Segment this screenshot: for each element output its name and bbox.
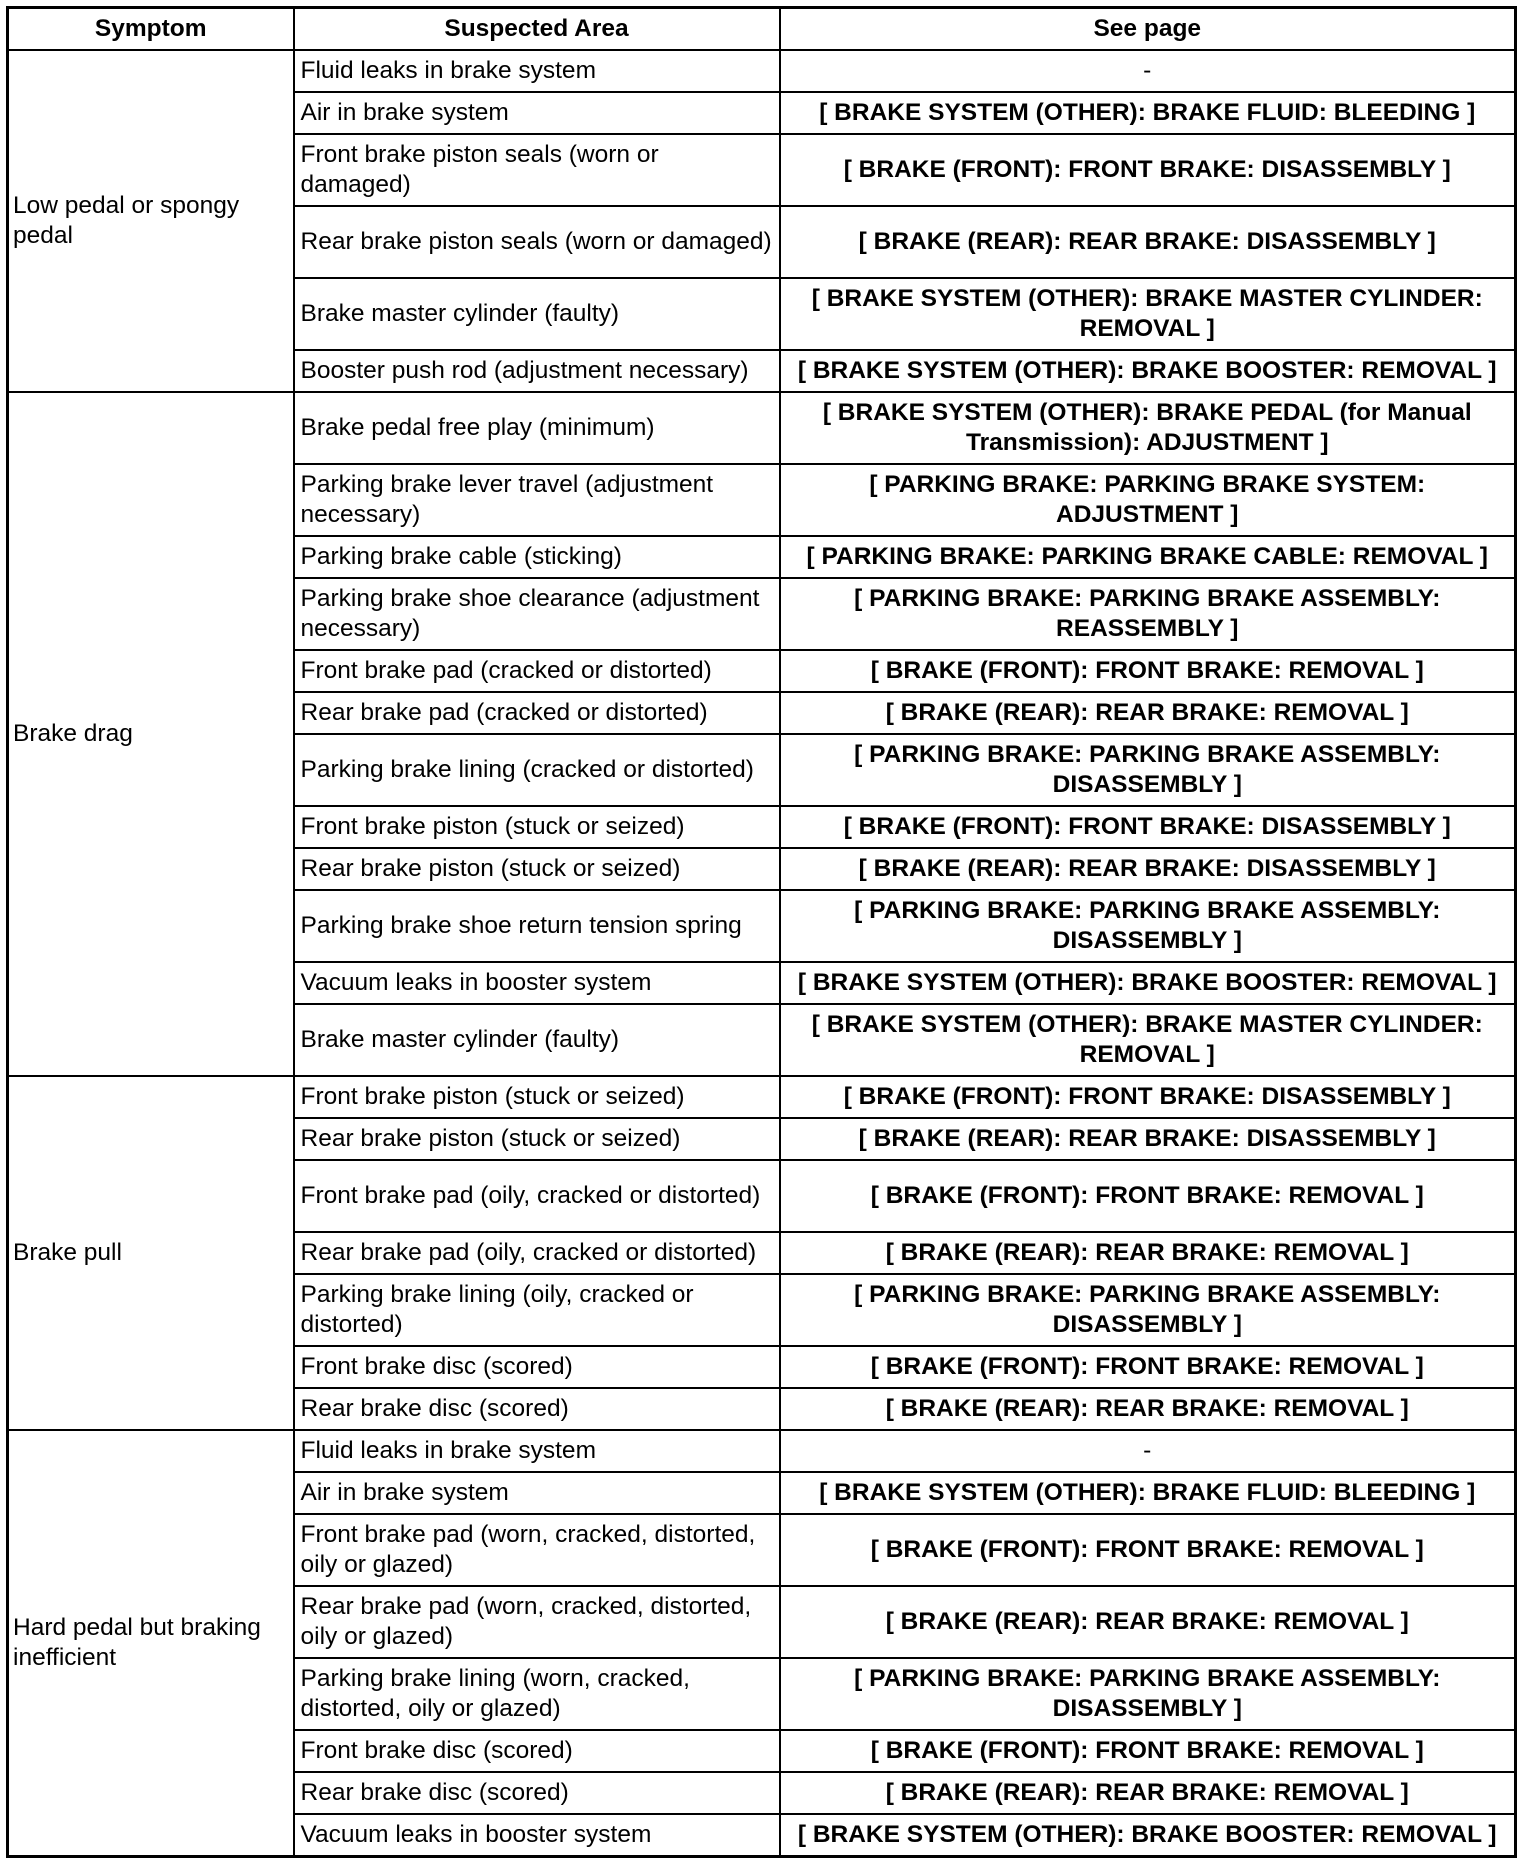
suspected-area-cell: Parking brake lining (oily, cracked or distorted) (294, 1274, 780, 1346)
header-see-page: See page (780, 8, 1516, 51)
see-page-link[interactable]: [ PARKING BRAKE: PARKING BRAKE ASSEMBLY: DISASSEMBLY ] (780, 890, 1516, 962)
see-page-link[interactable]: [ BRAKE SYSTEM (OTHER): BRAKE BOOSTER: REMOVAL ] (780, 1814, 1516, 1857)
symptom-cell: Hard pedal but braking inefficient (8, 1430, 294, 1857)
table-row (8, 50, 1516, 92)
see-page-link[interactable]: [ PARKING BRAKE: PARKING BRAKE CABLE: REMOVAL ] (780, 536, 1516, 578)
see-page-link[interactable]: [ BRAKE SYSTEM (OTHER): BRAKE FLUID: BLEEDING ] (780, 92, 1516, 134)
suspected-area-cell: Parking brake cable (sticking) (294, 536, 780, 578)
suspected-area-cell: Air in brake system (294, 92, 780, 134)
suspected-area-cell: Front brake piston (stuck or seized) (294, 1076, 780, 1118)
see-page-cell: - (780, 50, 1516, 92)
see-page-link[interactable]: [ BRAKE (REAR): REAR BRAKE: REMOVAL ] (780, 692, 1516, 734)
see-page-link[interactable]: [ BRAKE (REAR): REAR BRAKE: REMOVAL ] (780, 1772, 1516, 1814)
suspected-area-cell: Rear brake pad (oily, cracked or distorted) (294, 1232, 780, 1274)
see-page-link[interactable]: [ BRAKE (FRONT): FRONT BRAKE: REMOVAL ] (780, 1346, 1516, 1388)
suspected-area-cell: Air in brake system (294, 1472, 780, 1514)
see-page-link[interactable]: [ PARKING BRAKE: PARKING BRAKE ASSEMBLY: DISASSEMBLY ] (780, 1658, 1516, 1730)
suspected-area-cell: Rear brake piston seals (worn or damaged) (294, 206, 780, 278)
suspected-area-cell: Rear brake pad (worn, cracked, distorted, oily or glazed) (294, 1586, 780, 1658)
see-page-link[interactable]: [ BRAKE (REAR): REAR BRAKE: DISASSEMBLY ] (780, 1118, 1516, 1160)
suspected-area-cell: Vacuum leaks in booster system (294, 962, 780, 1004)
suspected-area-cell: Front brake disc (scored) (294, 1346, 780, 1388)
symptom-cell: Brake pull (8, 1076, 294, 1430)
table-row (8, 1076, 1516, 1118)
see-page-link[interactable]: [ PARKING BRAKE: PARKING BRAKE ASSEMBLY: DISASSEMBLY ] (780, 734, 1516, 806)
suspected-area-cell: Rear brake disc (scored) (294, 1772, 780, 1814)
see-page-link[interactable]: [ BRAKE (FRONT): FRONT BRAKE: DISASSEMBLY ] (780, 134, 1516, 206)
see-page-link[interactable]: [ BRAKE (FRONT): FRONT BRAKE: DISASSEMBLY ] (780, 806, 1516, 848)
see-page-link[interactable]: [ BRAKE (REAR): REAR BRAKE: REMOVAL ] (780, 1388, 1516, 1430)
suspected-area-cell: Brake master cylinder (faulty) (294, 278, 780, 350)
suspected-area-cell: Rear brake piston (stuck or seized) (294, 1118, 780, 1160)
diagnostic-table (6, 6, 1517, 1858)
see-page-link[interactable]: [ BRAKE (REAR): REAR BRAKE: DISASSEMBLY ] (780, 206, 1516, 278)
table-row (8, 1430, 1516, 1472)
suspected-area-cell: Rear brake disc (scored) (294, 1388, 780, 1430)
see-page-link[interactable]: [ BRAKE (FRONT): FRONT BRAKE: DISASSEMBLY ] (780, 1076, 1516, 1118)
suspected-area-cell: Front brake pad (worn, cracked, distorted, oily or glazed) (294, 1514, 780, 1586)
suspected-area-cell: Front brake disc (scored) (294, 1730, 780, 1772)
see-page-link[interactable]: [ PARKING BRAKE: PARKING BRAKE ASSEMBLY: DISASSEMBLY ] (780, 1274, 1516, 1346)
see-page-link[interactable]: [ BRAKE SYSTEM (OTHER): BRAKE MASTER CYLINDER: REMOVAL ] (780, 1004, 1516, 1076)
suspected-area-cell: Parking brake shoe clearance (adjustment necessary) (294, 578, 780, 650)
see-page-link[interactable]: [ BRAKE (REAR): REAR BRAKE: REMOVAL ] (780, 1586, 1516, 1658)
symptom-cell: Brake drag (8, 392, 294, 1076)
suspected-area-cell: Front brake piston (stuck or seized) (294, 806, 780, 848)
see-page-link[interactable]: [ BRAKE (FRONT): FRONT BRAKE: REMOVAL ] (780, 1730, 1516, 1772)
see-page-link[interactable]: [ BRAKE (FRONT): FRONT BRAKE: REMOVAL ] (780, 1160, 1516, 1232)
see-page-link[interactable]: [ BRAKE (FRONT): FRONT BRAKE: REMOVAL ] (780, 650, 1516, 692)
suspected-area-cell: Fluid leaks in brake system (294, 50, 780, 92)
see-page-link[interactable]: [ BRAKE SYSTEM (OTHER): BRAKE BOOSTER: REMOVAL ] (780, 962, 1516, 1004)
suspected-area-cell: Parking brake lining (worn, cracked, distorted, oily or glazed) (294, 1658, 780, 1730)
suspected-area-cell: Front brake pad (oily, cracked or distorted) (294, 1160, 780, 1232)
see-page-link[interactable]: [ PARKING BRAKE: PARKING BRAKE ASSEMBLY: REASSEMBLY ] (780, 578, 1516, 650)
see-page-cell: - (780, 1430, 1516, 1472)
suspected-area-cell: Booster push rod (adjustment necessary) (294, 350, 780, 392)
header-suspected-area: Suspected Area (294, 8, 780, 51)
see-page-link[interactable]: [ BRAKE SYSTEM (OTHER): BRAKE BOOSTER: REMOVAL ] (780, 350, 1516, 392)
suspected-area-cell: Parking brake shoe return tension spring (294, 890, 780, 962)
suspected-area-cell: Rear brake piston (stuck or seized) (294, 848, 780, 890)
suspected-area-cell: Brake master cylinder (faulty) (294, 1004, 780, 1076)
suspected-area-cell: Fluid leaks in brake system (294, 1430, 780, 1472)
see-page-link[interactable]: [ BRAKE SYSTEM (OTHER): BRAKE MASTER CYLINDER: REMOVAL ] (780, 278, 1516, 350)
suspected-area-cell: Front brake pad (cracked or distorted) (294, 650, 780, 692)
symptom-cell: Low pedal or spongy pedal (8, 50, 294, 392)
see-page-link[interactable]: [ BRAKE (REAR): REAR BRAKE: REMOVAL ] (780, 1232, 1516, 1274)
suspected-area-cell: Vacuum leaks in booster system (294, 1814, 780, 1857)
see-page-link[interactable]: [ PARKING BRAKE: PARKING BRAKE SYSTEM: ADJUSTMENT ] (780, 464, 1516, 536)
suspected-area-cell: Rear brake pad (cracked or distorted) (294, 692, 780, 734)
see-page-link[interactable]: [ BRAKE SYSTEM (OTHER): BRAKE PEDAL (for Manual Transmission): ADJUSTMENT ] (780, 392, 1516, 464)
suspected-area-cell: Brake pedal free play (minimum) (294, 392, 780, 464)
see-page-link[interactable]: [ BRAKE (FRONT): FRONT BRAKE: REMOVAL ] (780, 1514, 1516, 1586)
suspected-area-cell: Parking brake lever travel (adjustment necessary) (294, 464, 780, 536)
table-body (8, 50, 1516, 1857)
table-row (8, 392, 1516, 464)
header-symptom: Symptom (8, 8, 294, 51)
suspected-area-cell: Parking brake lining (cracked or distorted) (294, 734, 780, 806)
see-page-link[interactable]: [ BRAKE SYSTEM (OTHER): BRAKE FLUID: BLEEDING ] (780, 1472, 1516, 1514)
header-row (8, 8, 1516, 51)
suspected-area-cell: Front brake piston seals (worn or damaged) (294, 134, 780, 206)
see-page-link[interactable]: [ BRAKE (REAR): REAR BRAKE: DISASSEMBLY ] (780, 848, 1516, 890)
